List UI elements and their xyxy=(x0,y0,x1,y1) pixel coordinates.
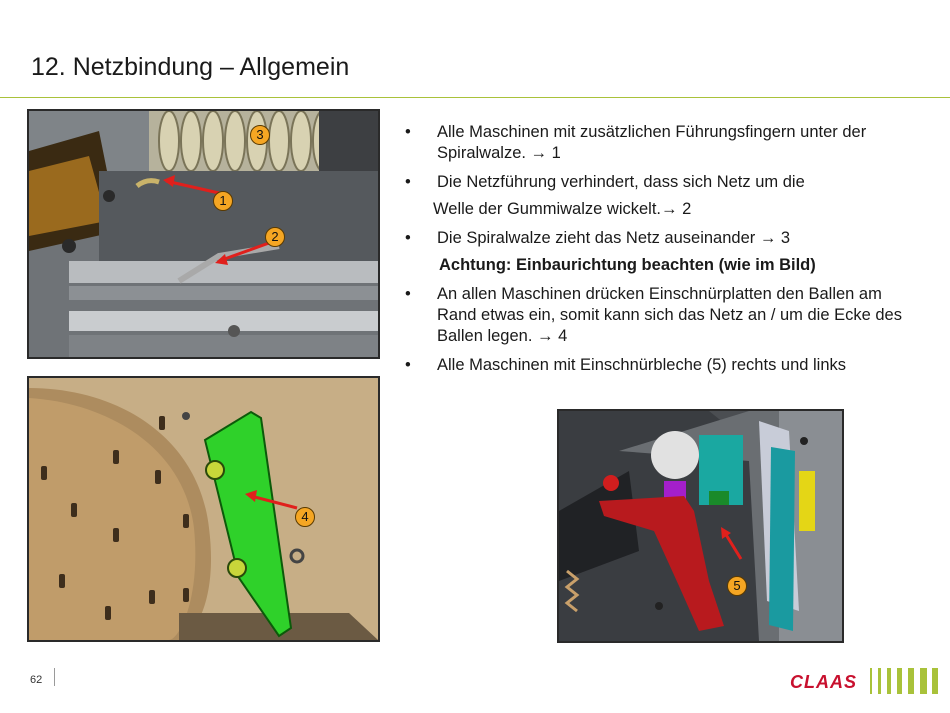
page-number: 62 xyxy=(30,674,43,686)
constriction-plate-drawing xyxy=(27,376,380,642)
callout-5: 5 xyxy=(727,576,747,596)
bullet-item: • Alle Maschinen mit zusätzlichen Führungsfingern unter der Spiralwalze. → 1 xyxy=(405,122,915,164)
footer-divider xyxy=(54,668,55,686)
constriction-sheets-drawing xyxy=(557,409,844,643)
callout-1: 1 xyxy=(213,191,233,211)
callout-3: 3 xyxy=(250,125,270,145)
slide-title: 12. Netzbindung – Allgemein xyxy=(31,53,350,81)
claas-logo xyxy=(788,668,938,699)
svg-text:CLAAS: CLAAS xyxy=(790,672,857,692)
bullet-list xyxy=(405,122,915,376)
bullet-item: • Die Netzführung verhindert, dass sich Netz um die xyxy=(405,172,915,193)
bullet-item: • An allen Maschinen drücken Einschnürplatten den Ballen am Rand etwas ein, somit kann sich das Netz an / um die Ecke des Ballen legen. → 4 xyxy=(405,284,915,347)
bullet-item: • Alle Maschinen mit Einschnürbleche (5) rechts und links xyxy=(405,355,915,376)
bullet-continuation: Welle der Gummiwalze wickelt.→ 2 xyxy=(433,200,692,218)
callout-2: 2 xyxy=(265,227,285,247)
warning-note: Achtung: Einbaurichtung beachten (wie im Bild) xyxy=(439,256,816,274)
spiral-roller-photo xyxy=(27,109,380,359)
title-divider xyxy=(0,97,950,98)
callout-4: 4 xyxy=(295,507,315,527)
bullet-item: • Die Spiralwalze zieht das Netz auseinander → 3 xyxy=(405,228,915,249)
